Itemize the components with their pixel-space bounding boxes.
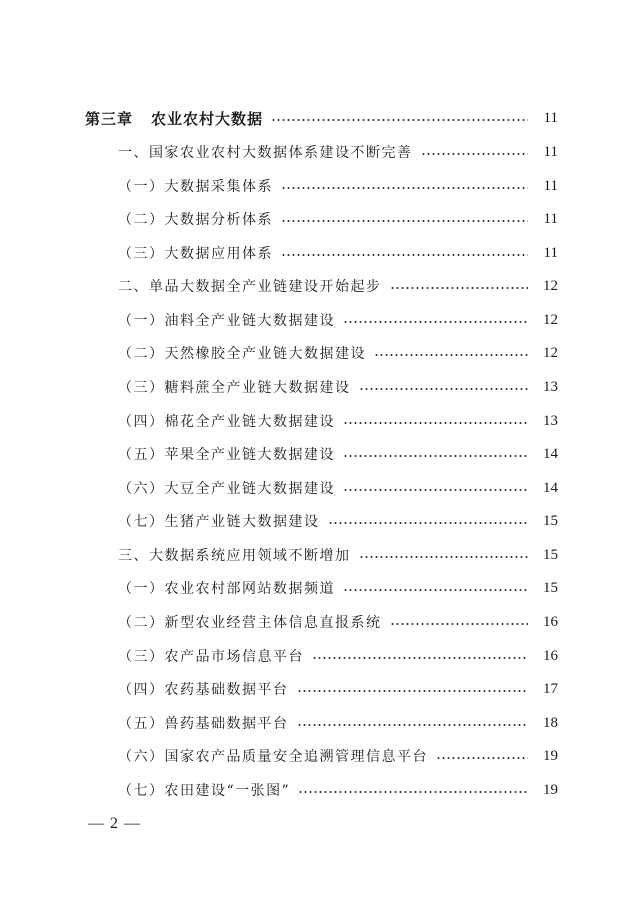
page-number: 15 (543, 546, 558, 563)
page-number: 11 (543, 143, 558, 160)
page-number: 11 (543, 244, 558, 261)
toc-subsection-row (118, 712, 558, 734)
toc-label: （七）农田建设“一张图” (118, 783, 291, 799)
toc-section-row (118, 141, 558, 163)
toc-label: （四）棉花全产业链大数据建设 (118, 414, 335, 430)
toc-label: 二、单品大数据全产业链建设开始起步 (118, 279, 382, 295)
toc-label: （二）新型农业经营主体信息直报系统 (118, 615, 382, 631)
toc-label: （三）大数据应用体系 (118, 246, 273, 262)
dot-leader (343, 422, 528, 424)
toc-subsection-row (118, 745, 558, 767)
toc-label: （七）生猪产业链大数据建设 (118, 514, 320, 530)
toc-subsection-row (118, 175, 558, 197)
page-number: 19 (543, 781, 558, 798)
page-number: 16 (543, 613, 558, 630)
page-number: 14 (543, 479, 558, 496)
page-number: 11 (543, 109, 558, 126)
dot-leader (436, 757, 528, 759)
toc-section-row (118, 275, 558, 297)
toc-label: （二）大数据分析体系 (118, 212, 273, 228)
page-number: 14 (543, 445, 558, 462)
toc-subsection-row (118, 342, 558, 364)
dot-leader (297, 690, 529, 692)
page-number: 15 (543, 579, 558, 596)
dot-leader (281, 187, 528, 189)
toc-label: （五）兽药基础数据平台 (118, 716, 289, 732)
toc-label: （三）糖料蔗全产业链大数据建设 (118, 380, 351, 396)
dot-leader (359, 388, 529, 390)
page-number: 11 (543, 177, 558, 194)
toc-subsection-row (118, 611, 558, 633)
toc-label: （一）油料全产业链大数据建设 (118, 313, 335, 329)
toc-subsection-row (118, 678, 558, 700)
toc-subsection-row (118, 309, 558, 331)
dot-leader (359, 556, 529, 558)
dot-leader (421, 153, 529, 155)
page-number: 16 (543, 647, 558, 664)
page-number: 19 (543, 747, 558, 764)
toc-subsection-row (118, 510, 558, 532)
toc-subsection-row (118, 779, 558, 801)
toc-label: （二）天然橡胶全产业链大数据建设 (118, 346, 366, 362)
dot-leader (374, 354, 528, 356)
chapter-title: 农业农村大数据 (151, 109, 264, 128)
page-number: 17 (543, 680, 558, 697)
toc-subsection-row (118, 477, 558, 499)
toc-label: （一）农业农村部网站数据频道 (118, 581, 335, 597)
toc-subsection-row (118, 410, 558, 432)
toc-subsection-row (118, 443, 558, 465)
dot-leader (281, 220, 528, 222)
page-number: 15 (543, 512, 558, 529)
toc-label: 一、国家农业农村大数据体系建设不断完善 (118, 145, 413, 161)
dot-leader (271, 119, 528, 121)
toc-label: （五）苹果全产业链大数据建设 (118, 447, 335, 463)
page-number: 13 (543, 378, 558, 395)
dot-leader (312, 657, 528, 659)
page-number: 12 (543, 311, 558, 328)
toc-subsection-row (118, 242, 558, 264)
toc-subsection-row (118, 645, 558, 667)
toc-label: （一）大数据采集体系 (118, 179, 273, 195)
page-number: 18 (543, 714, 558, 731)
toc-subsection-row (118, 208, 558, 230)
toc-subsection-row (118, 376, 558, 398)
dot-leader (390, 287, 529, 289)
dot-leader (328, 522, 529, 524)
dot-leader (343, 589, 528, 591)
toc-chapter-row (85, 107, 558, 129)
toc-label: 三、大数据系统应用领域不断增加 (118, 548, 351, 564)
page-number: 12 (543, 344, 558, 361)
dot-leader (281, 254, 528, 256)
page-number: 11 (543, 210, 558, 227)
dot-leader (297, 724, 529, 726)
dot-leader (343, 489, 528, 491)
footer-page-number: — 2 — (88, 815, 141, 832)
dot-leader (343, 455, 528, 457)
page-number: 13 (543, 412, 558, 429)
chapter-number: 第三章 (85, 109, 134, 128)
toc-section-row (118, 544, 558, 566)
dot-leader (343, 321, 528, 323)
toc-label: （四）农药基础数据平台 (118, 682, 289, 698)
toc-label: （六）国家农产品质量安全追溯管理信息平台 (118, 749, 428, 765)
toc-label: （三）农产品市场信息平台 (118, 649, 304, 665)
dot-leader (390, 623, 529, 625)
toc-subsection-row (118, 577, 558, 599)
page-number: 12 (543, 277, 558, 294)
toc-label: （六）大豆全产业链大数据建设 (118, 481, 335, 497)
dot-leader (298, 791, 528, 793)
chapter-heading (85, 108, 263, 129)
